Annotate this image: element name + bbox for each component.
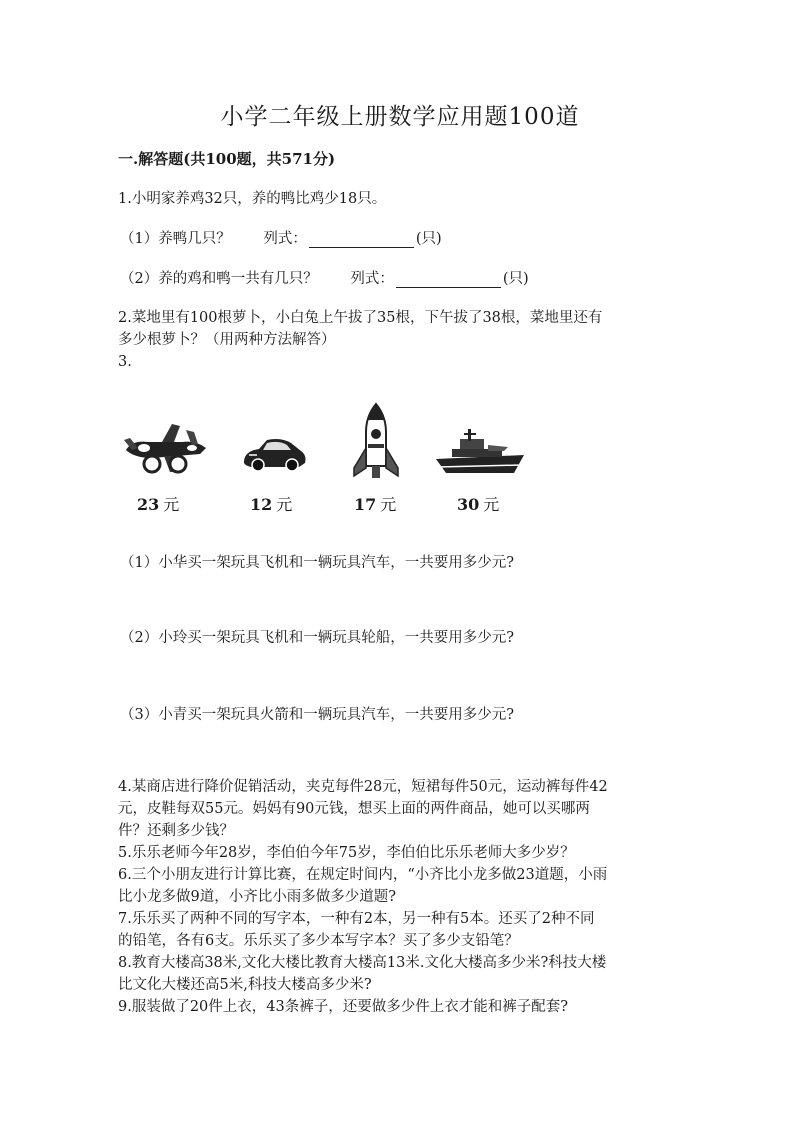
sub-label: （2）养的鸡和鸭一共有几只？ xyxy=(120,271,318,287)
page-title: 小学二年级上册数学应用题100道 xyxy=(220,104,580,130)
question-8-line-2: 比文化大楼还高5米,科技大楼高多少米? xyxy=(118,977,372,993)
unit-label: (只) xyxy=(502,271,529,287)
question-4-line-3: 件？还剩多少钱？ xyxy=(118,823,234,839)
car-price: 12 元 xyxy=(250,495,293,514)
question-1: 1.小明家养鸡32只，养的鸭比鸡少18只。 xyxy=(118,191,387,207)
rocket-icon xyxy=(350,402,402,482)
question-3-sub-2: （2）小玲买一架玩具飞机和一辆玩具轮船，一共要用多少元? xyxy=(120,630,514,646)
question-9: 9.服装做了20件上衣，43条裤子，还要做多少件上衣才能和裤子配套? xyxy=(118,999,569,1015)
car-icon xyxy=(241,435,307,475)
airplane-price: 23 元 xyxy=(137,495,180,514)
answer-blank[interactable] xyxy=(309,232,414,248)
ship-price: 30 元 xyxy=(457,495,500,514)
question-3-number: 3. xyxy=(118,354,132,370)
question-3-sub-3: （3）小青买一架玩具火箭和一辆玩具汽车，一共要用多少元? xyxy=(120,707,514,723)
formula-label: 列式： xyxy=(350,271,394,287)
airplane-icon xyxy=(122,420,210,480)
section-heading: 一.解答题(共100题，共571分) xyxy=(118,150,336,168)
question-7-line-2: 的铅笔，各有6支。乐乐买了多少本写字本？买了多少支铅笔？ xyxy=(118,933,519,949)
question-4-line-1: 4.某商店进行降价促销活动，夹克每件28元，短裙每件50元，运动裤每件42 xyxy=(118,779,608,795)
ship-icon xyxy=(434,425,526,477)
question-8-line-1: 8.教育大楼高38米,文化大楼比教育大楼高13米.文化大楼高多少米?科技大楼 xyxy=(118,955,607,971)
question-6-line-1: 6.三个小朋友进行计算比赛，在规定时间内，“小齐比小龙多做23道题，小雨 xyxy=(118,867,608,883)
sub-label: （1）养鸭几只？ xyxy=(120,231,231,247)
question-4-line-2: 元，皮鞋每双55元。妈妈有90元钱，想买上面的两件商品，她可以买哪两 xyxy=(118,801,590,817)
question-2-line-2: 多少根萝卜？（用两种方法解答） xyxy=(118,332,336,348)
formula-label: 列式： xyxy=(263,231,307,247)
question-6-line-2: 比小龙多做9道，小齐比小雨多做多少道题? xyxy=(118,889,396,905)
unit-label: (只) xyxy=(415,231,442,247)
question-5: 5.乐乐老师今年28岁，李伯伯今年75岁，李伯伯比乐乐老师大多少岁？ xyxy=(118,845,575,861)
question-1-sub-1 xyxy=(120,227,442,248)
question-3-sub-1: （1）小华买一架玩具飞机和一辆玩具汽车，一共要用多少元? xyxy=(120,555,514,571)
question-2-line-1: 2.菜地里有100根萝卜，小白兔上午拔了35根，下午拔了38根，菜地里还有 xyxy=(118,310,603,326)
answer-blank[interactable] xyxy=(396,272,501,288)
question-7-line-1: 7.乐乐买了两种不同的写字本，一种有2本，另一种有5本。还买了2种不同 xyxy=(118,911,595,927)
rocket-price: 17 元 xyxy=(354,495,397,514)
question-1-sub-2 xyxy=(120,267,529,288)
